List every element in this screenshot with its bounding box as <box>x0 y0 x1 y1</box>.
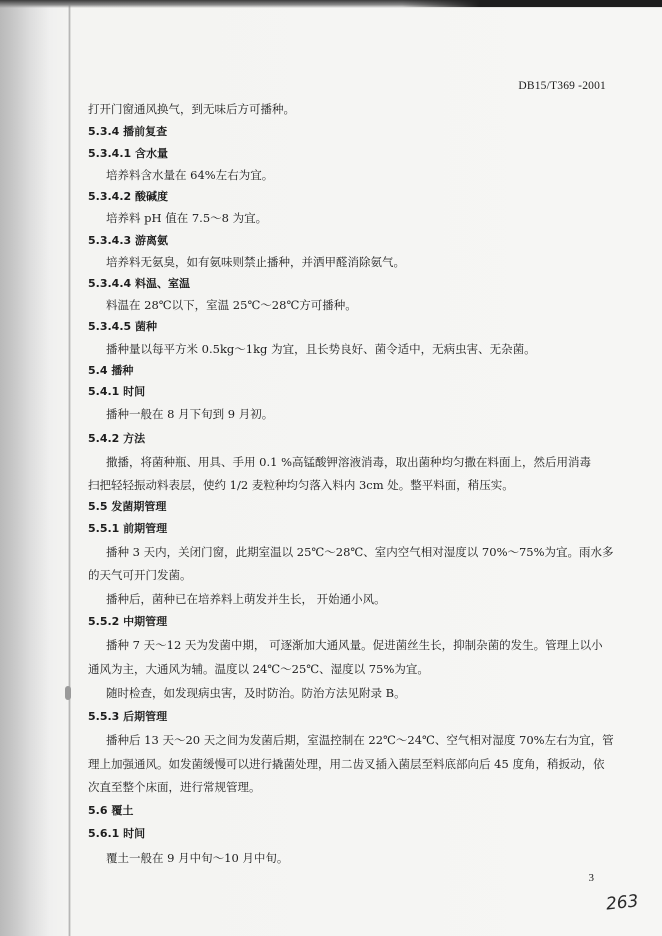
section-heading: 5.5.1 前期管理 <box>88 522 168 535</box>
section-heading: 5.6.1 时间 <box>88 827 146 840</box>
section-heading: 5.6 覆土 <box>88 804 134 817</box>
text-line: 料温在 28℃以下，室温 25℃～28℃方可播种。 <box>106 298 357 312</box>
section-heading: 5.4.1 时间 <box>88 385 146 398</box>
section-heading: 5.3.4.5 菌种 <box>88 320 157 333</box>
text-line: 覆土一般在 9 月中旬～10 月中旬。 <box>106 851 289 865</box>
section-heading: 5.4 播种 <box>88 364 134 377</box>
section-heading: 5.5.3 后期管理 <box>88 710 168 723</box>
section-heading: 5.3.4.3 游离氨 <box>88 234 168 247</box>
text-line: 撒播，将菌种瓶、用具、手用 0.1 %高锰酸钾溶液消毒，取出菌种均匀撒在料面上，然后用消毒 <box>106 455 592 469</box>
text-line: 扫把轻轻振动料表层，使约 1/2 麦粒种均匀落入料内 3cm 处。整平料面，稍压实。 <box>88 478 514 492</box>
section-heading: 5.3.4 播前复查 <box>88 125 168 138</box>
text-line: 播种 3 天内，关闭门窗，此期室温以 25℃～28℃、室内空气相对湿度以 70%～75%为宜。雨水多 <box>106 545 614 559</box>
section-heading: 5.5 发菌期管理 <box>88 500 167 513</box>
text-line: 理上加强通风。如发菌缓慢可以进行撬菌处理，用二齿叉插入菌层至料底部向后 45 度角，稍扳动，依 <box>88 757 605 771</box>
document-code: DB15/T369 -2001 <box>518 80 606 92</box>
text-line: 播种量以每平方米 0.5kg～1kg 为宜，且长势良好、菌令适中，无病虫害、无杂菌。 <box>106 342 536 356</box>
section-heading: 5.3.4.1 含水量 <box>88 147 168 160</box>
section-heading: 5.3.4.2 酸碱度 <box>88 190 168 203</box>
text-line: 培养料 pH 值在 7.5～8 为宜。 <box>106 211 268 225</box>
section-heading: 5.5.2 中期管理 <box>88 615 168 628</box>
section-heading: 5.4.2 方法 <box>88 432 146 445</box>
text-line: 播种后，菌种已在培养料上萌发并生长， 开始通小风。 <box>106 592 386 606</box>
text-line: 播种 7 天～12 天为发菌中期， 可逐渐加大通风量。促进菌丝生长，抑制杂菌的发生。管理上以小 <box>106 638 603 652</box>
text-line: 通风为主，大通风为辅。温度以 24℃～25℃、湿度以 75%为宜。 <box>88 662 429 676</box>
text-line: 培养料含水量在 64%左右为宜。 <box>106 168 274 182</box>
text-line: 随时检查，如发现病虫害，及时防治。防治方法见附录 B。 <box>106 686 406 700</box>
text-line: 播种一般在 8 月下旬到 9 月初。 <box>106 407 274 421</box>
page-number: 3 <box>588 872 594 884</box>
text-line: 播种后 13 天～20 天之间为发菌后期，室温控制在 22℃～24℃、空气相对湿度 70%左右为宜，管 <box>106 733 614 747</box>
handwritten-page-number: 263 <box>604 891 639 915</box>
text-line: 次直至整个床面，进行常规管理。 <box>88 780 261 794</box>
text-line: 培养料无氨臭，如有氨味则禁止播种，并洒甲醛消除氨气。 <box>106 255 405 269</box>
text-line: 的天气可开门发菌。 <box>88 568 192 582</box>
section-heading: 5.3.4.4 料温、室温 <box>88 277 190 290</box>
text-line: 打开门窗通风换气，到无味后方可播种。 <box>88 102 295 116</box>
